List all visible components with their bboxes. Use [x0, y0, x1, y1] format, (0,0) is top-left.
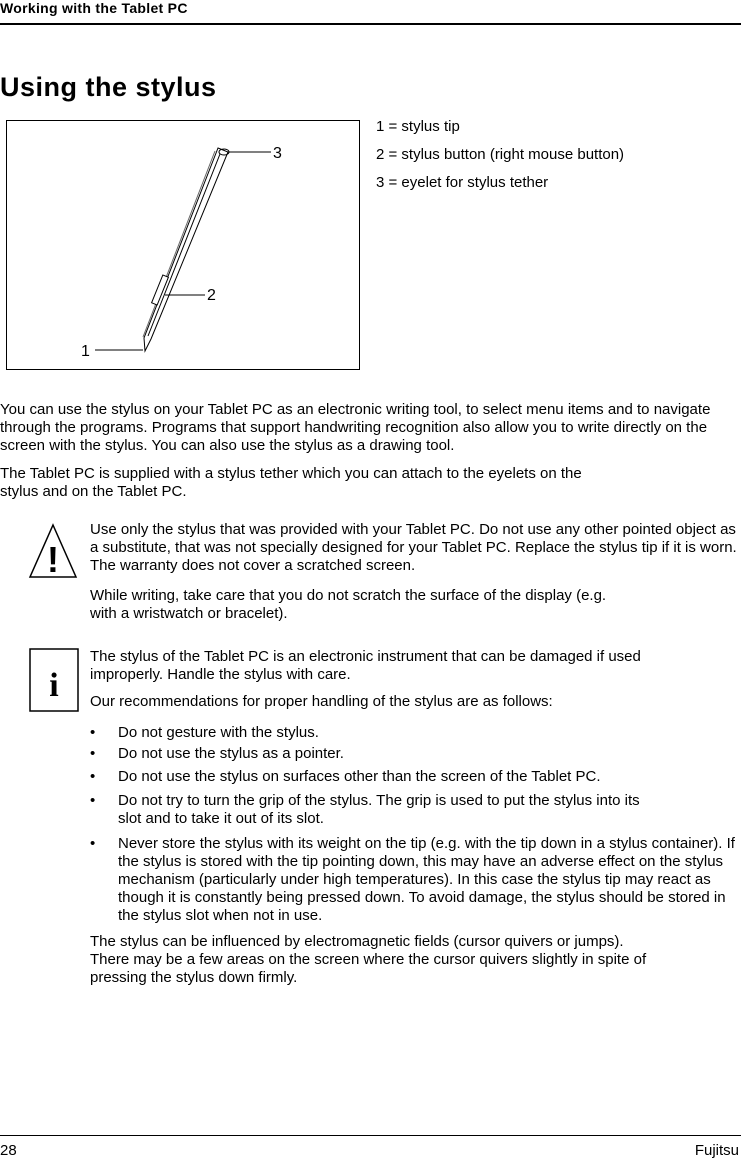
bullet-marker: • — [90, 768, 96, 785]
warning-icon-symbol: ! — [47, 539, 59, 579]
legend-item-stylus-button: 2 = stylus button (right mouse button) — [376, 146, 625, 163]
legend-item-stylus-tip: 1 = stylus tip — [376, 118, 460, 135]
callout-3: 3 — [273, 145, 282, 162]
bullet-item-surfaces: Do not use the stylus on surfaces other than the screen of the Tablet PC. — [118, 768, 601, 785]
page-number: 28 — [0, 1142, 17, 1159]
bullet-marker: • — [90, 745, 96, 762]
bullet-marker: • — [90, 835, 96, 852]
section-title: Using the stylus — [0, 72, 217, 102]
recommendations-intro: Our recommendations for proper handling of the stylus are as follows: — [90, 693, 553, 710]
callout-2: 2 — [207, 287, 216, 304]
warning-icon — [28, 523, 78, 579]
info-text: The stylus of the Tablet PC is an electronic instrument that can be damaged if used improperly. Handle the stylus with care. — [90, 648, 641, 683]
bullet-item-storage: Never store the stylus with its weight on the tip (e.g. with the tip down in a stylus container). If the stylus is stored with the tip pointing down, this may have an adverse effect on the stylus mechanism (particularly under high temperatures). In this case the stylus tip may react as though it is constantly being pressed down. To avoid damage, the stylus should be stored in the stylus slot when not in use. — [118, 835, 735, 924]
info-icon-symbol: i — [49, 667, 59, 704]
header-divider — [0, 23, 741, 25]
stylus-figure — [6, 120, 360, 370]
bullet-item-pointer: Do not use the stylus as a pointer. — [118, 745, 344, 762]
legend-item-eyelet: 3 = eyelet for stylus tether — [376, 174, 549, 191]
bullet-marker: • — [90, 792, 96, 809]
bullet-item-gesture: Do not gesture with the stylus. — [118, 724, 319, 741]
callout-1: 1 — [81, 343, 90, 360]
footer-divider — [0, 1135, 741, 1136]
bullet-item-grip: Do not try to turn the grip of the stylus. The grip is used to put the stylus into its slot and to take it out of its slot. — [118, 792, 640, 827]
tether-paragraph: The Tablet PC is supplied with a stylus tether which you can attach to the eyelets on the stylus and on the Tablet PC. — [0, 465, 582, 500]
stylus-body — [144, 148, 228, 351]
warning-note: While writing, take care that you do not scratch the surface of the display (e.g. with a wristwatch or bracelet). — [90, 587, 607, 622]
info-icon — [29, 648, 79, 712]
bullet-marker: • — [90, 724, 96, 741]
running-header: Working with the Tablet PC — [0, 0, 188, 16]
stylus-drawing — [7, 121, 359, 369]
footer-brand: Fujitsu — [694, 1142, 739, 1159]
intro-paragraph: You can use the stylus on your Tablet PC as an electronic writing tool, to select menu items and to navigate through the programs. Programs that support handwriting recognition also allow you to write directly on the screen with the stylus. You can also use the stylus as a drawing tool. — [0, 401, 711, 454]
closing-paragraph: The stylus can be influenced by electromagnetic fields (cursor quivers or jumps). There may be a few areas on the screen where the cursor quivers slightly in spite of pressing the stylus down firmly. — [90, 933, 647, 986]
warning-text: Use only the stylus that was provided with your Tablet PC. Do not use any other pointed object as a substitute, that was not specially designed for your Tablet PC. Replace the stylus tip if it is worn. The warranty does not cover a scratched screen. — [90, 521, 737, 574]
